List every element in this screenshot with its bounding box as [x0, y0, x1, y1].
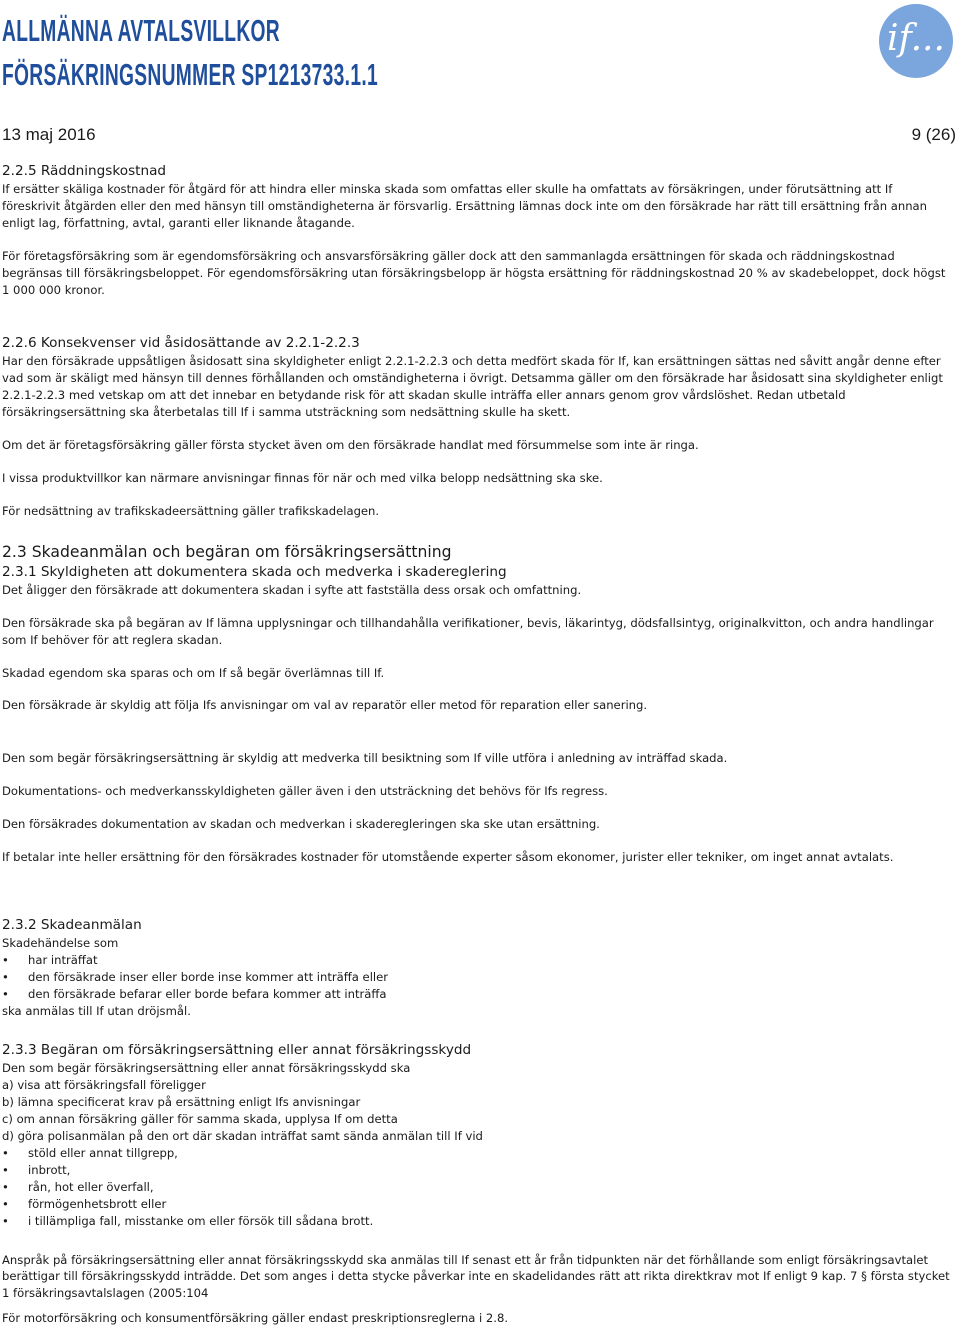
paragraph: If ersätter skäliga kostnader för åtgärd för att hindra eller minska skada som omfattas eller skulle ha omfattats av försäkringen, under förutsättning att If föreskrivit åtgärden eller den med hänsyn till omständigheterna är försvarlig. Ersättning lämnas dock inte om den försäkrade har rätt till ersättning från annan enligt lag, författning, avtal, garanti eller liknande åtagande. — [2, 182, 928, 230]
document-date: 13 maj 2016 — [2, 125, 96, 144]
list-item: b) lämna specificerat krav på ersättning enligt Ifs anvisningar — [2, 1095, 361, 1110]
paragraph: Dokumentations- och medverkansskyldigheten gäller även i den utsträckning det behövs för Ifs regress. — [2, 784, 608, 799]
list-item: • den försäkrade befarar eller borde befara kommer att inträffa — [2, 986, 952, 1003]
paragraph: ska anmälas till If utan dröjsmål. — [2, 1003, 191, 1018]
paragraph: If betalar inte heller ersättning för den försäkrades kostnader för utomstående experter såsom ekonomer, jurister eller tekniker, om inget annat avtalats. — [2, 850, 894, 865]
paragraph: Skadad egendom ska sparas och om If så begär överlämnas till If. — [2, 665, 385, 680]
header-title: ALLMÄNNA AVTALSVILLKOR — [2, 13, 281, 48]
paragraph: Den försäkrades dokumentation av skadan och medverkan i skaderegleringen ska ske utan ersättning. — [2, 817, 600, 832]
paragraph: För företagsförsäkring som är egendomsförsäkring och ansvarsförsäkring gäller dock att den sammanlagda ersättningen för skada och räddningskostnad begränsas till försäkringsbeloppet. För egendomsförsäkring utan försäkringsbelopp är högsta ersättning för räddningskostnad 20 % av skadebeloppet, dock högst 1 000 000 kronor. — [2, 248, 946, 297]
list-item: c) om annan försäkring gäller för samma skada, upplysa If om detta — [2, 1112, 398, 1127]
bullet-list — [2, 1145, 952, 1230]
list-item: d) göra polisanmälan på den ort där skadan inträffat samt sända anmälan till If vid — [2, 1129, 483, 1144]
chapter-heading: 2.3 Skadeanmälan och begäran om försäkringsersättning — [2, 542, 452, 561]
logo-text: if... — [887, 18, 945, 59]
paragraph: Den försäkrade är skyldig att följa Ifs anvisningar om val av reparatör eller metod för reparation eller sanering. — [2, 698, 648, 713]
list-item: a) visa att försäkringsfall föreligger — [2, 1078, 206, 1093]
list-item: • inbrott, — [2, 1162, 952, 1179]
list-item: • den försäkrade inser eller borde inse kommer att inträffa eller — [2, 969, 952, 986]
section-heading: 2.2.6 Konsekvenser vid åsidosättande av 2.2.1-2.2.3 — [2, 335, 360, 352]
page-number: 9 (26) — [911, 125, 956, 144]
section-heading: 2.3.1 Skyldigheten att dokumentera skada och medverka i skadereglering — [2, 563, 507, 580]
paragraph: Anspråk på försäkringsersättning eller annat försäkringsskydd ska anmälas till If senast ett år från tidpunkten när det förhållande som enligt försäkringsavtalet berättigar till försäkringsskydd inträdde. Det som anges i detta stycke påverkar inte en skadelidandes rätt att rikta direktkrav mot If enligt 9 kap. 7 § första stycket 1 försäkringsavtalslagen (2005:104 — [2, 1252, 950, 1301]
paragraph: Om det är företagsförsäkring gäller första stycket även om den försäkrade handlat med försummelse som inte är ringa. — [2, 438, 699, 453]
paragraph: Det åligger den försäkrade att dokumentera skadan i syfte att fastställa dess orsak och omfattning. — [2, 582, 582, 597]
policy-number: FÖRSÄKRINGSNUMMER SP1213733.1.1 — [2, 57, 378, 92]
paragraph: Den som begär försäkringsersättning är skyldig att medverka till besiktning som If ville utföra i anledning av inträffad skada. — [2, 751, 728, 766]
section-heading: 2.2.5 Räddningskostnad — [2, 163, 167, 179]
document-body — [2, 162, 952, 1327]
paragraph: I vissa produktvillkor kan närmare anvisningar finnas för när och med vilka belopp nedsättning ska ske. — [2, 470, 603, 485]
paragraph: Den som begär försäkringsersättning eller annat försäkringsskydd ska — [2, 1061, 411, 1076]
paragraph: Har den försäkrade uppsåtligen åsidosatt sina skyldigheter enligt 2.2.1-2.2.3 och detta medfört skada för If, kan ersättningen sättas ned såvitt angår denne efter vad som är skäligt med hänsyn till dennes förhållanden och omständigheterna i övrigt. Detsamma gäller om den försäkrade har åsidosatt sina skyldigheter enligt 2.2.1-2.2.3 med vetskap om att det innebar en betydande risk för att skadan skulle inträffa eller annars genom grov vårdslöshet. Redan utbetald försäkringsersättning ska återbetalas till If i samma utsträckning som nedsättning skulle ha skett. — [2, 354, 943, 420]
bullet-list — [2, 952, 952, 1003]
list-item: • i tillämpliga fall, misstanke om eller försök till sådana brott. — [2, 1213, 952, 1230]
paragraph: Den försäkrade ska på begäran av If lämna upplysningar och tillhandahålla verifikationer, bevis, läkarintyg, dödsfallsintyg, originalkvitton, och andra handlingar som If behöver för att reglera skadan. — [2, 615, 934, 647]
list-item: • har inträffat — [2, 952, 952, 969]
section-heading: 2.3.3 Begäran om försäkringsersättning eller annat försäkringsskydd — [2, 1042, 472, 1059]
section-heading: 2.3.2 Skadeanmälan — [2, 916, 142, 933]
if-logo — [879, 4, 953, 78]
paragraph: Skadehändelse som — [2, 935, 119, 950]
paragraph: För motorförsäkring och konsumentförsäkring gäller endast preskriptionsreglerna i 2.8. — [2, 1311, 509, 1326]
list-item: • rån, hot eller överfall, — [2, 1179, 952, 1196]
list-item: • förmögenhetsbrott eller — [2, 1196, 952, 1213]
list-item: • stöld eller annat tillgrepp, — [2, 1145, 952, 1162]
paragraph: För nedsättning av trafikskadeersättning gäller trafikskadelagen. — [2, 503, 380, 518]
